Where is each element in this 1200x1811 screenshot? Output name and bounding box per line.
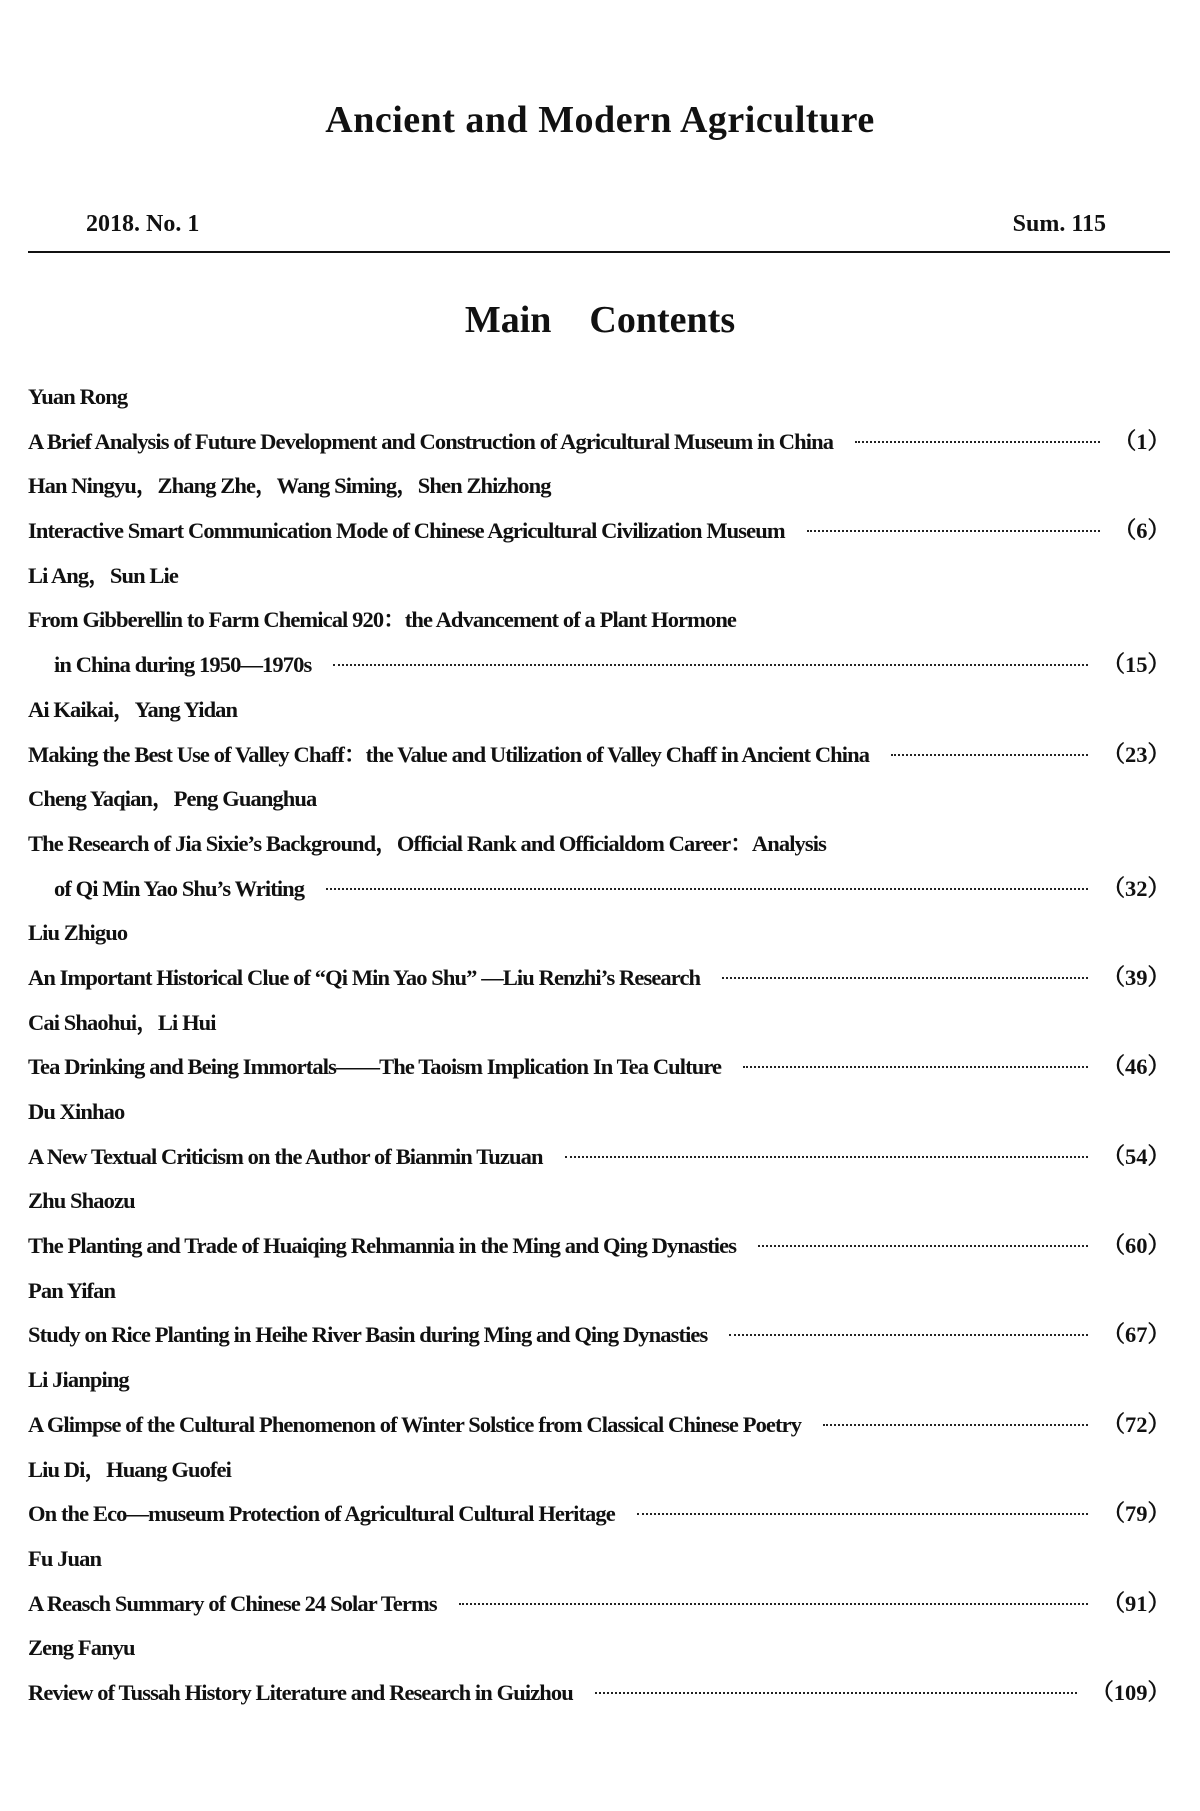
dot-leader xyxy=(823,1424,1088,1426)
entry-title: The Research of Jia Sixie’s Background，Official Rank and Officialdom Career：Analysis xyxy=(28,830,826,856)
issue-number: 2018. No. 1 xyxy=(86,211,200,237)
entry-authors: Cai Shaohui，Li Hui xyxy=(28,1009,216,1035)
entry-title: Making the Best Use of Valley Chaff：the Value and Utilization of Valley Chaff in Ancient China xyxy=(28,741,870,767)
entry-title: On the Eco—museum Protection of Agricultural Cultural Heritage xyxy=(28,1501,615,1527)
toc-entry xyxy=(28,464,1170,553)
toc-entry xyxy=(28,1626,1170,1715)
dot-leader xyxy=(565,1156,1089,1158)
table-of-contents xyxy=(28,375,1170,1716)
entry-authors: Fu Juan xyxy=(28,1545,102,1571)
page-number: （79） xyxy=(1102,1501,1170,1527)
header-divider xyxy=(28,251,1170,253)
toc-entry xyxy=(28,1090,1170,1179)
entry-title: Review of Tussah History Literature and Research in Guizhou xyxy=(28,1679,573,1705)
toc-entry xyxy=(28,911,1170,1000)
entry-authors: Ai Kaikai，Yang Yidan xyxy=(28,696,238,722)
toc-entry xyxy=(28,1358,1170,1447)
page-number: （23） xyxy=(1102,741,1170,767)
dot-leader xyxy=(855,441,1100,443)
page-number: （91） xyxy=(1102,1590,1170,1616)
dot-leader xyxy=(459,1603,1089,1605)
entry-title: of Qi Min Yao Shu’s Writing xyxy=(54,875,305,901)
entry-authors: Cheng Yaqian，Peng Guanghua xyxy=(28,786,317,812)
entry-title-line xyxy=(28,956,1170,1001)
entry-title: Study on Rice Planting in Heihe River Basin during Ming and Qing Dynasties xyxy=(28,1322,708,1348)
entry-title-line xyxy=(28,733,1170,778)
entry-authors: Zeng Fanyu xyxy=(28,1635,135,1661)
page-number: （6） xyxy=(1113,518,1170,544)
page-number: （15） xyxy=(1102,652,1170,678)
dot-leader xyxy=(326,888,1088,890)
dot-leader xyxy=(743,1066,1088,1068)
page-number: （46） xyxy=(1102,1054,1170,1080)
entry-title-line xyxy=(28,1671,1170,1716)
page-number: （54） xyxy=(1102,1143,1170,1169)
entry-title: A Brief Analysis of Future Development and Construction of Agricultural Museum in China xyxy=(28,428,834,454)
dot-leader xyxy=(729,1334,1088,1336)
entry-title-line xyxy=(28,1224,1170,1269)
entry-authors: Zhu Shaozu xyxy=(28,1188,135,1214)
page-number: （60） xyxy=(1102,1233,1170,1259)
entry-title-line xyxy=(28,867,1170,912)
entry-title-line xyxy=(28,1582,1170,1627)
entry-title: Interactive Smart Communication Mode of Chinese Agricultural Civilization Museum xyxy=(28,518,785,544)
entry-title: An Important Historical Clue of “Qi Min Yao Shu” —Liu Renzhi’s Research xyxy=(28,964,701,990)
entry-authors: Pan Yifan xyxy=(28,1277,116,1303)
dot-leader xyxy=(722,977,1088,979)
entry-title-line xyxy=(28,1135,1170,1180)
dot-leader xyxy=(758,1245,1088,1247)
page-number: （109） xyxy=(1091,1679,1170,1705)
contents-heading: Main Contents xyxy=(464,299,736,341)
page-number: （32） xyxy=(1102,875,1170,901)
entry-title-line xyxy=(28,1492,1170,1537)
page-number: （72） xyxy=(1102,1411,1170,1437)
dot-leader xyxy=(333,664,1088,666)
toc-entry xyxy=(28,375,1170,464)
entry-title-line xyxy=(28,509,1170,554)
entry-title: A New Textual Criticism on the Author of Bianmin Tuzuan xyxy=(28,1143,543,1169)
entry-authors: Han Ningyu，Zhang Zhe，Wang Siming，Shen Zhizhong xyxy=(28,473,551,499)
entry-authors: Du Xinhao xyxy=(28,1099,125,1124)
entry-title-line xyxy=(28,420,1170,465)
toc-entry xyxy=(28,688,1170,777)
toc-entry xyxy=(28,1448,1170,1537)
entry-title-line xyxy=(28,598,1170,643)
toc-entry xyxy=(28,554,1170,688)
dot-leader xyxy=(637,1513,1089,1515)
issue-sum: Sum. 115 xyxy=(1012,211,1106,237)
dot-leader xyxy=(595,1692,1077,1694)
entry-title: A Reasch Summary of Chinese 24 Solar Terms xyxy=(28,1590,437,1616)
entry-authors: Li Jianping xyxy=(28,1367,129,1393)
entry-authors: Yuan Rong xyxy=(28,384,128,409)
entry-title: Tea Drinking and Being Immortals——The Taoism Implication In Tea Culture xyxy=(28,1054,722,1080)
entry-title: in China during 1950—1970s xyxy=(54,652,312,678)
entry-title: A Glimpse of the Cultural Phenomenon of Winter Solstice from Classical Chinese Poetry xyxy=(28,1411,802,1437)
entry-title-line xyxy=(28,643,1170,688)
entry-title-line xyxy=(28,1045,1170,1090)
journal-title: Ancient and Modern Agriculture xyxy=(325,99,875,141)
entry-authors: Li Ang，Sun Lie xyxy=(28,562,178,588)
toc-entry xyxy=(28,1001,1170,1090)
dot-leader xyxy=(891,754,1088,756)
page-number: （1） xyxy=(1113,428,1170,454)
entry-title: The Planting and Trade of Huaiqing Rehmannia in the Ming and Qing Dynasties xyxy=(28,1233,737,1259)
entry-title: From Gibberellin to Farm Chemical 920：the Advancement of a Plant Hormone xyxy=(28,607,737,633)
toc-entry xyxy=(28,1537,1170,1626)
toc-entry xyxy=(28,777,1170,911)
entry-title-line xyxy=(28,1313,1170,1358)
page-number: （39） xyxy=(1102,964,1170,990)
entry-title-line xyxy=(28,822,1170,867)
page-number: （67） xyxy=(1102,1322,1170,1348)
dot-leader xyxy=(807,530,1100,532)
entry-title-line xyxy=(28,1403,1170,1448)
entry-authors: Liu Di，Huang Guofei xyxy=(28,1456,231,1482)
toc-entry xyxy=(28,1269,1170,1358)
toc-entry xyxy=(28,1179,1170,1268)
entry-authors: Liu Zhiguo xyxy=(28,920,128,946)
